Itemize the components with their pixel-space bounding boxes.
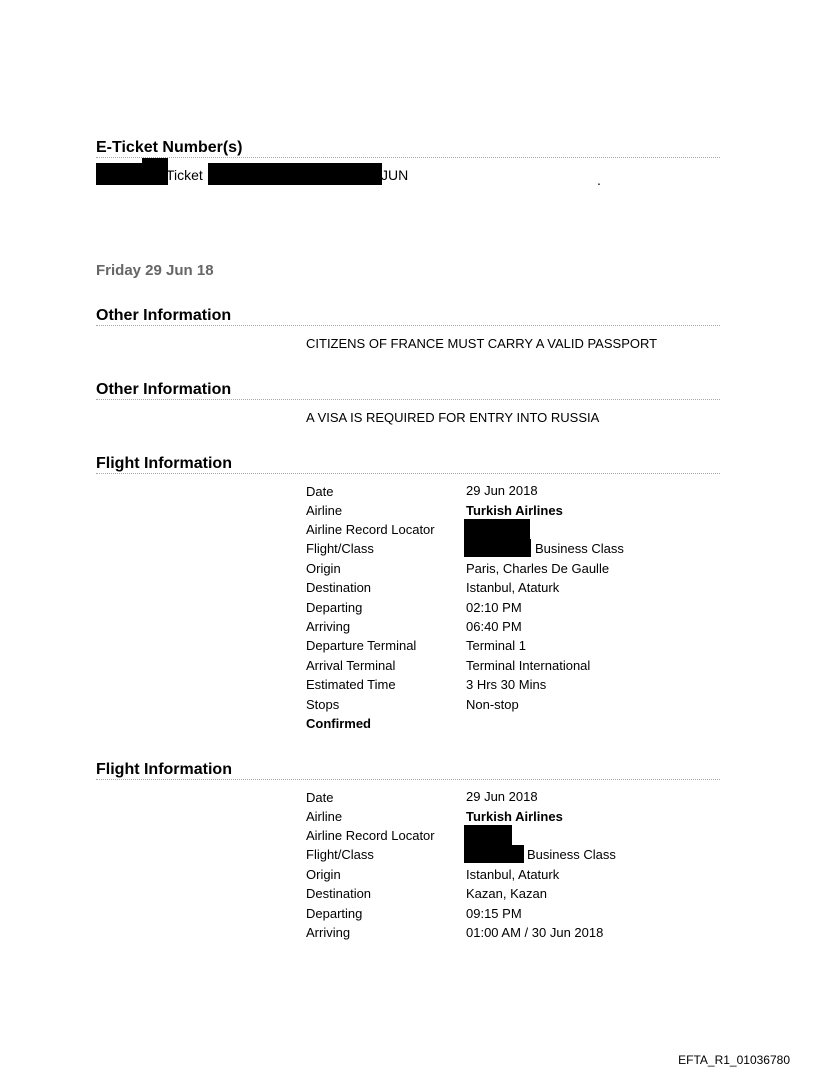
- origin-value: Istanbul, Ataturk: [466, 867, 560, 882]
- arrival-terminal-value: Terminal International: [466, 658, 591, 673]
- stops-value: Non-stop: [466, 697, 519, 712]
- section-divider: [96, 325, 720, 326]
- arriving-value: 01:00 AM / 30 Jun 2018: [466, 925, 604, 940]
- section-divider: [96, 473, 720, 474]
- arrival-terminal-label: Arrival Terminal: [306, 658, 396, 673]
- departing-value: 09:15 PM: [466, 906, 522, 921]
- origin-label: Origin: [306, 867, 341, 882]
- section-divider: [96, 779, 720, 780]
- flight-info-heading: Flight Information: [96, 455, 232, 472]
- destination-label: Destination: [306, 886, 372, 901]
- departing-label: Departing: [306, 906, 363, 921]
- section-divider: [96, 399, 720, 400]
- class-value: Business Class: [535, 541, 624, 556]
- date-value: 29 Jun 2018: [466, 789, 538, 804]
- arriving-value: 06:40 PM: [466, 619, 522, 634]
- origin-value: Paris, Charles De Gaulle: [466, 561, 610, 576]
- redaction-box: [208, 163, 382, 185]
- document-id-footer: EFTA_R1_01036780: [678, 1053, 790, 1067]
- flight-info-heading: Flight Information: [96, 761, 232, 778]
- record-locator-label: Airline Record Locator: [306, 522, 435, 537]
- redaction-box: [510, 845, 524, 863]
- arriving-label: Arriving: [306, 925, 351, 940]
- ticket-label: Ticket: [166, 167, 203, 183]
- arriving-label: Arriving: [306, 619, 351, 634]
- airline-value: Turkish Airlines: [466, 809, 563, 824]
- other-info-heading: Other Information: [96, 307, 232, 324]
- origin-label: Origin: [306, 561, 341, 576]
- estimated-time-value: 3 Hrs 30 Mins: [466, 677, 547, 692]
- redaction-box: [142, 158, 168, 166]
- record-locator-label: Airline Record Locator: [306, 828, 435, 843]
- redaction-box: [464, 825, 512, 863]
- day-heading: Friday 29 Jun 18: [96, 262, 214, 279]
- destination-value: Kazan, Kazan: [466, 886, 547, 901]
- eticket-heading: E-Ticket Number(s): [96, 139, 243, 156]
- airline-value: Turkish Airlines: [466, 503, 563, 518]
- destination-label: Destination: [306, 580, 372, 595]
- departing-value: 02:10 PM: [466, 600, 522, 615]
- airline-label: Airline: [306, 503, 343, 518]
- stops-label: Stops: [306, 697, 340, 712]
- date-label: Date: [306, 790, 334, 805]
- stray-dot: .: [597, 172, 601, 188]
- airline-label: Airline: [306, 809, 343, 824]
- other-info-text: A VISA IS REQUIRED FOR ENTRY INTO RUSSIA: [306, 410, 600, 425]
- date-value: 29 Jun 2018: [466, 483, 538, 498]
- estimated-time-label: Estimated Time: [306, 677, 396, 692]
- flight-class-label: Flight/Class: [306, 541, 374, 556]
- section-divider: [96, 157, 720, 158]
- redaction-box: [521, 539, 531, 557]
- ticket-suffix: JUN: [381, 167, 409, 183]
- redaction-box: [96, 163, 168, 185]
- status-confirmed: Confirmed: [306, 716, 371, 731]
- departure-terminal-label: Departure Terminal: [306, 638, 417, 653]
- class-value: Business Class: [527, 847, 616, 862]
- flight-class-label: Flight/Class: [306, 847, 374, 862]
- departing-label: Departing: [306, 600, 363, 615]
- other-info-heading: Other Information: [96, 381, 232, 398]
- departure-terminal-value: Terminal 1: [466, 638, 526, 653]
- other-info-text: CITIZENS OF FRANCE MUST CARRY A VALID PASSPORT: [306, 336, 658, 351]
- destination-value: Istanbul, Ataturk: [466, 580, 560, 595]
- date-label: Date: [306, 484, 334, 499]
